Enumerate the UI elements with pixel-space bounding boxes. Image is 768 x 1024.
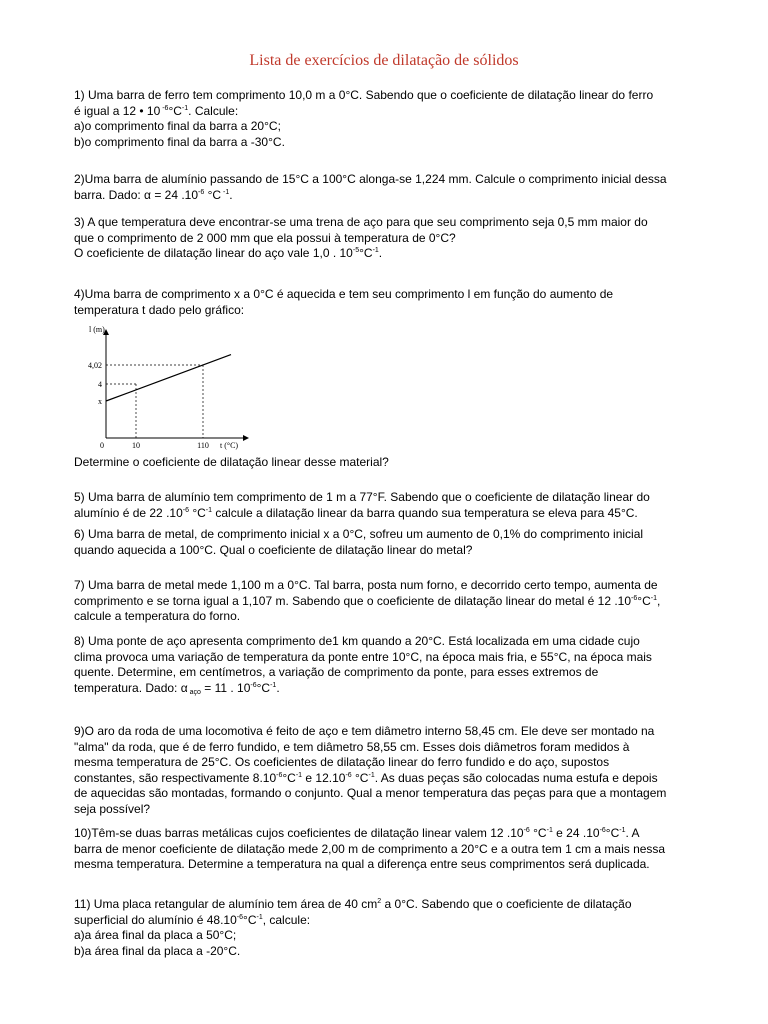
x-tick-label-0: 0 <box>100 441 104 450</box>
question-2: 2)Uma barra de alumínio passando de 15°C a 100°C alonga-se 1,224 mm. Calcule o comprimento inicial dessa barra. Dado: α = 24 $.10^{-6}$ °C $^{-1}$. <box>74 172 667 202</box>
question-3: 3) A que temperatura deve encontrar-se uma trena de aço para que seu comprimento seja 0,5 mm maior do que o comprimento de 2 000 mm que ela possui à temperatura de 0°C? O coeficiente de dilatação linear do aço vale 1,0 . $10^{-5}^\circ C^{-1}$. <box>74 215 648 260</box>
temperature-length-chart <box>70 318 260 456</box>
y-tick-label-4,02: 4,02 <box>88 361 102 370</box>
question-4: 4)Uma barra de comprimento x a 0°C é aquecida e tem seu comprimento l em função do aumento de temperatura t dado pelo gráfico: <box>74 287 614 317</box>
y-tick-label-4: 4 <box>98 380 102 389</box>
data-line <box>106 355 231 401</box>
x-tick-label-10: 10 <box>132 441 140 450</box>
question-1: 1) Uma barra de ferro tem comprimento 10,0 m a 0°C. Sabendo que o coeficiente de dilatação linear do ferro é igual a 12 • 10 $^{-6}^\circ C^{-1}$. Calcule: a)o comprimento final da barra a 20°C; b)o comprimento final da barra a -30°C. <box>74 88 654 149</box>
question-4-prompt: Determine o coeficiente de dilatação linear desse material? <box>74 455 389 469</box>
question-11: 11) Uma placa retangular de alumínio tem área de 40 $cm^2$ a 0°C. Sabendo que o coeficiente de dilatação superficial do alumínio é $48.10^{-6}^\circ C^{-1}$, calcule: a)a área final da placa a 50°C; b)a área final da placa a -20°C. <box>74 897 632 958</box>
x-axis-label: t (°C) <box>220 441 239 450</box>
question-7: 7) Uma barra de metal mede 1,100 m a 0°C. Tal barra, posta num forno, e decorrido certo tempo, aumenta de comprimento e se torna igual a 1,107 m. Sabendo que o coeficiente de dilatação linear do metal é 12 $.10^{-6}^\circ C^{-1}$, calcule a temperatura do forno. <box>74 578 661 623</box>
x-tick-label-110: 110 <box>197 441 209 450</box>
document-title: Lista de exercícios de dilatação de sólidos <box>249 52 519 69</box>
question-6: 6) Uma barra de metal, de comprimento inicial x a 0°C, sofreu um aumento de 0,1% do comprimento inicial quando aquecida a 100°C. Qual o coeficiente de dilatação linear do metal? <box>74 527 644 557</box>
question-8: 8) Uma ponte de aço apresenta comprimento de1 km quando a 20°C. Está localizada em uma cidade cujo clima provoca uma variação de temperatura da ponte entre 10°C, na época mais fria, e 55°C, na época mais quente. Determine, em centímetros, a variação de comprimento da ponte, para esses extremos de temperatura. Dado: α $_{aço}$ = 11 . $10^{-6}^\circ C^{-1}$. <box>74 634 652 696</box>
y-tick-label-x: x <box>98 397 102 406</box>
question-10: 10)Têm-se duas barras metálicas cujos coeficientes de dilatação linear valem 12 $.10^{-6}$ $^\circ C^{-1}$ e 24 $.10^{-6}^\circ C^{-1}$. A barra de menor coeficiente de dilatação mede 2,00 m de comprimento a 20°C e a outra tem 1 cm a mais nessa mesma temperatura. Determine a temperatura na qual a diferença entre seus comprimentos será duplicada. <box>74 826 666 871</box>
y-axis-label: l (m) <box>89 325 105 334</box>
question-5: 5) Uma barra de alumínio tem comprimento de 1 m a 77°F. Sabendo que o coeficiente de dilatação linear do alumínio é de 22 $.10^{-6}$ $^\circ C^{-1}$ calcule a dilatação linear da barra quando sua temperatura se eleva para 45°C. <box>74 490 650 520</box>
question-9: 9)O aro da roda de uma locomotiva é feito de aço e tem diâmetro interno 58,45 cm. Ele deve ser montado na "alma" da roda, que é de ferro fundido, e tem diâmetro 58,55 cm. Esses dois diâmetros foram medidos à mesma temperatura de 25°C. Os coeficientes de dilatação linear do ferro fundido e do aço, supostos constantes, são respectivamente $8.10^{-6}^\circ C^{-1}$ e $12.10^{-6}$ $^\circ C^{-1}$. As duas peças são colocadas numa estufa e depois de aquecidas são montadas, formando o conjunto. Qual a menor temperatura das peças para que a montagem seja possível? <box>74 724 667 816</box>
